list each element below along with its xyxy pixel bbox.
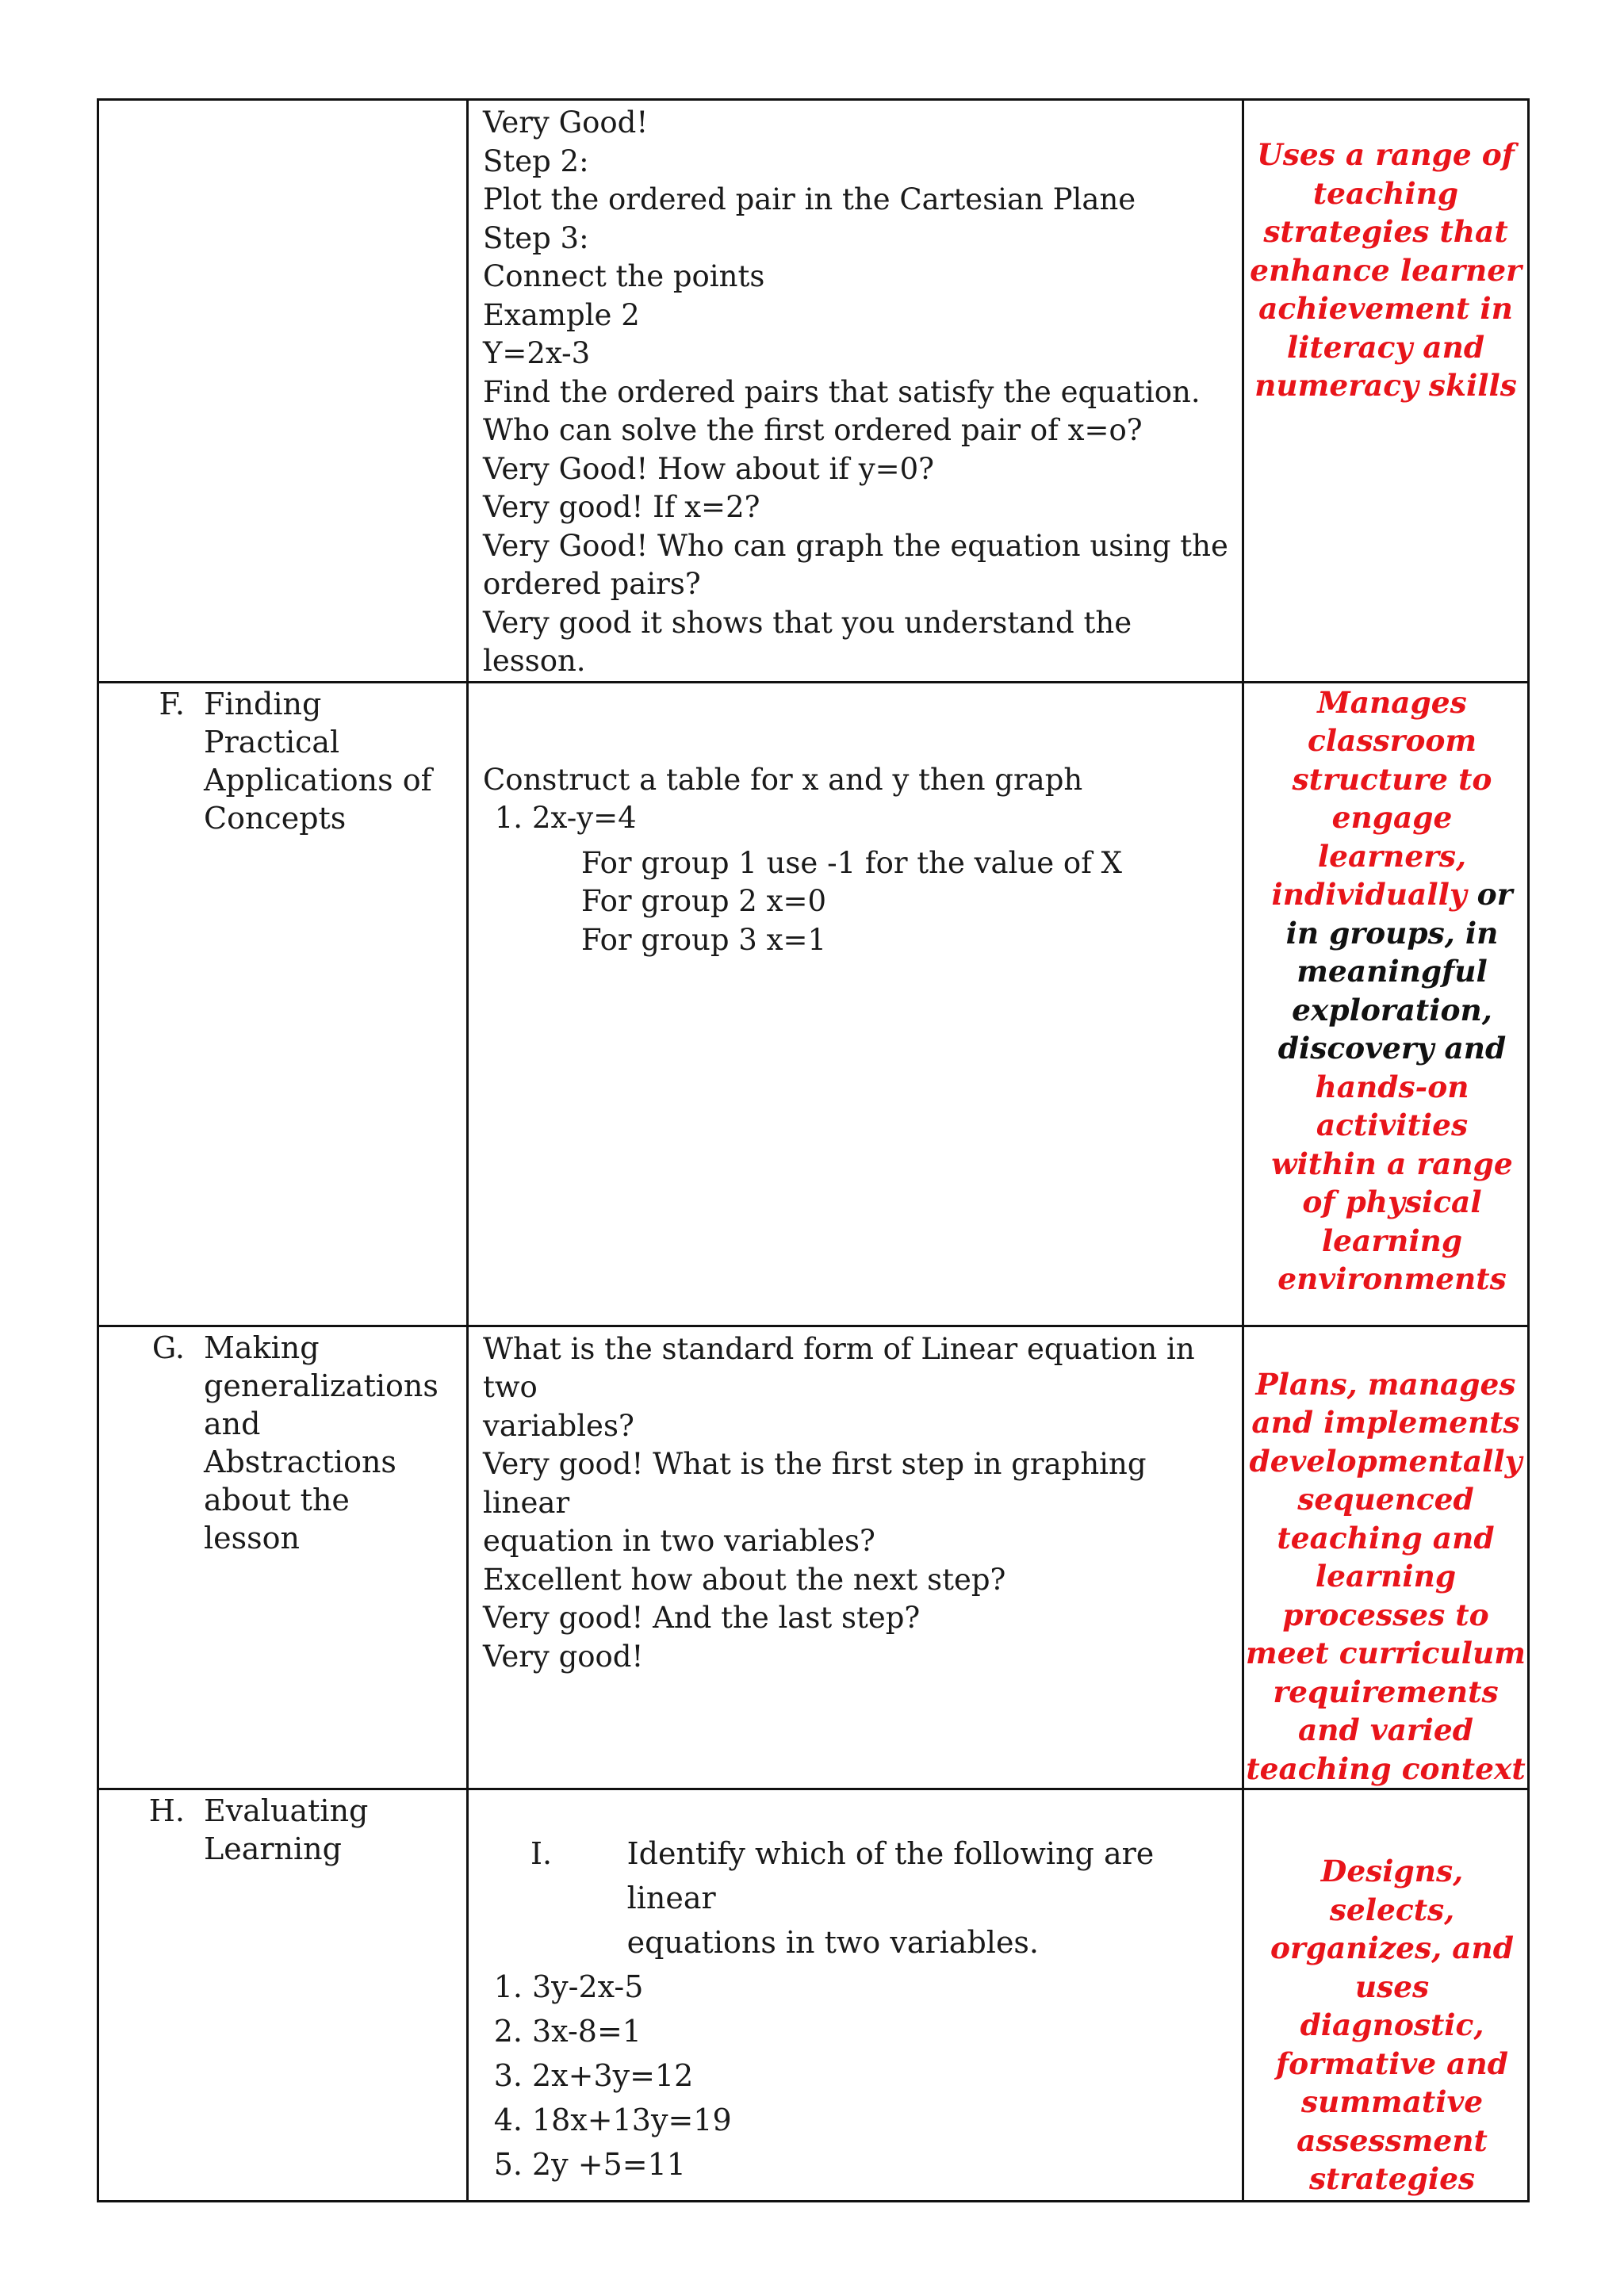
text-line: Very Good! bbox=[483, 105, 649, 140]
text-line: Step 2: bbox=[483, 144, 589, 178]
competency-note bbox=[1244, 101, 1527, 405]
text-line: Y=2x-3 bbox=[483, 336, 591, 370]
competency-line: formative and bbox=[1276, 2045, 1508, 2081]
evaluation-instructions bbox=[627, 1831, 1231, 1965]
label-line: Learning bbox=[204, 1831, 342, 1866]
item-text: 2y +5=11 bbox=[532, 2147, 686, 2182]
label-cell bbox=[98, 682, 468, 1326]
competency-line: diagnostic, bbox=[1300, 2007, 1484, 2042]
text-line: What is the standard form of Linear equation in two bbox=[483, 1331, 1195, 1404]
item-number: 1. bbox=[493, 1969, 523, 2004]
text-line: Plot the ordered pair in the Cartesian Plane bbox=[483, 182, 1136, 216]
content-cell bbox=[468, 682, 1243, 1326]
label-line: Applications of bbox=[204, 762, 432, 798]
competency-line: engage bbox=[1331, 800, 1453, 835]
competency-line: activities bbox=[1316, 1108, 1469, 1142]
text-line: Step 3: bbox=[483, 220, 589, 255]
text-line: Very Good! How about if y=0? bbox=[483, 451, 935, 486]
competency-line: within a range bbox=[1271, 1146, 1513, 1181]
competency-line: Plans, manages bbox=[1255, 1366, 1516, 1402]
text-line: Connect the points bbox=[483, 259, 765, 293]
competency-line: classroom bbox=[1307, 723, 1477, 758]
label-cell bbox=[98, 1326, 468, 1789]
competency-line: organizes, and bbox=[1270, 1931, 1514, 1965]
competency-line: hands-on bbox=[1315, 1069, 1469, 1104]
competency-line: meaningful bbox=[1297, 954, 1488, 989]
generalization-text bbox=[469, 1327, 1242, 1677]
competency-line: learning bbox=[1315, 1559, 1457, 1594]
row-label bbox=[204, 1329, 442, 1557]
label-line: and Abstractions bbox=[204, 1406, 396, 1479]
competency-cell bbox=[1243, 1789, 1529, 2202]
table-row bbox=[98, 682, 1529, 1326]
item-text: 2x+3y=12 bbox=[532, 2058, 694, 2093]
item-text: 3y-2x-5 bbox=[532, 1969, 644, 2004]
text-line: ordered pairs? bbox=[483, 567, 701, 601]
competency-line: structure to bbox=[1292, 761, 1492, 797]
competency-line: teaching bbox=[1312, 175, 1459, 211]
item-number: 5. bbox=[493, 2147, 523, 2182]
row-label bbox=[204, 1792, 442, 1868]
activity-intro: Construct a table for x and y then graph bbox=[483, 762, 1083, 797]
discussion-text bbox=[469, 101, 1242, 681]
text-line: Very good! What is the first step in graphing linear bbox=[483, 1447, 1147, 1520]
list-item bbox=[483, 2098, 1231, 2142]
competency-line: achievement in bbox=[1258, 291, 1513, 326]
content-cell bbox=[468, 100, 1243, 683]
text-line: Very good! bbox=[483, 1639, 644, 1674]
label-line: Evaluating bbox=[204, 1793, 369, 1828]
group-line: For group 3 x=1 bbox=[581, 922, 827, 957]
instruction-line: Identify which of the following are linear bbox=[626, 1836, 1155, 1915]
group-instructions bbox=[483, 844, 1231, 960]
text-line: Who can solve the first ordered pair of x=o? bbox=[483, 413, 1143, 447]
label-cell bbox=[98, 1789, 468, 2202]
competency-note bbox=[1244, 1790, 1527, 2198]
competency-note bbox=[1244, 1327, 1527, 1789]
competency-note bbox=[1244, 683, 1527, 1299]
label-cell-empty bbox=[98, 100, 468, 683]
competency-line: strategies bbox=[1308, 2161, 1476, 2196]
competency-line: sequenced bbox=[1297, 1482, 1474, 1517]
list-item bbox=[483, 799, 1231, 838]
list-item bbox=[483, 1965, 1231, 2009]
row-letter: G. bbox=[151, 1330, 185, 1365]
label-line: Finding Practical bbox=[204, 686, 340, 760]
competency-line: numeracy skills bbox=[1254, 368, 1517, 403]
list-item bbox=[483, 2053, 1231, 2098]
item-number: 2. bbox=[493, 2014, 523, 2049]
text-line: Example 2 bbox=[483, 297, 640, 332]
competency-line: teaching context bbox=[1246, 1751, 1526, 1786]
text-line: Very good it shows that you understand the lesson. bbox=[483, 605, 1132, 678]
competency-line: environments bbox=[1277, 1261, 1507, 1296]
table-row bbox=[98, 1789, 1529, 2202]
item-number: 4. bbox=[493, 2103, 523, 2137]
text-line: Very Good! Who can graph the equation using the bbox=[483, 528, 1228, 563]
competency-line: developmentally bbox=[1249, 1443, 1522, 1479]
label-line: Making bbox=[204, 1330, 320, 1365]
group-line: For group 1 use -1 for the value of X bbox=[581, 845, 1123, 880]
row-letter: F. bbox=[159, 686, 185, 721]
competency-line: uses bbox=[1354, 1969, 1430, 2004]
competency-line: Designs, bbox=[1320, 1854, 1464, 1888]
competency-line: summative bbox=[1300, 2084, 1484, 2119]
competency-line: assessment bbox=[1297, 2122, 1488, 2158]
competency-line: enhance learner bbox=[1250, 252, 1522, 288]
competency-line: Uses a range of bbox=[1257, 137, 1515, 172]
competency-line: Manages bbox=[1317, 684, 1467, 720]
list-item bbox=[483, 2009, 1231, 2053]
label-line: Concepts bbox=[204, 800, 347, 836]
item-number: 3. bbox=[493, 2058, 523, 2093]
competency-cell bbox=[1243, 100, 1529, 683]
competency-line: processes to bbox=[1282, 1597, 1489, 1632]
list-item bbox=[483, 2142, 1231, 2187]
competency-line: in groups, in bbox=[1285, 915, 1499, 951]
competency-cell bbox=[1243, 1326, 1529, 1789]
item-number: 1. bbox=[494, 801, 523, 835]
competency-line: of physical bbox=[1302, 1184, 1482, 1219]
competency-line: exploration, bbox=[1292, 992, 1492, 1027]
text-line: variables? bbox=[483, 1408, 634, 1443]
competency-line: selects, bbox=[1329, 1892, 1455, 1927]
text-line: Excellent how about the next step? bbox=[483, 1562, 1006, 1597]
instruction-line: equations in two variables. bbox=[626, 1925, 1040, 1960]
competency-line: learners, bbox=[1317, 838, 1467, 874]
competency-line: teaching and bbox=[1277, 1520, 1495, 1556]
competency-line: learning bbox=[1321, 1223, 1463, 1258]
text-line: Very good! And the last step? bbox=[483, 1601, 921, 1635]
competency-red-word: individually bbox=[1271, 877, 1467, 912]
competency-cell bbox=[1243, 682, 1529, 1326]
row-label bbox=[204, 685, 442, 837]
text-line: equation in two variables? bbox=[483, 1524, 875, 1558]
label-line: about the lesson bbox=[204, 1482, 350, 1556]
table-row bbox=[98, 1326, 1529, 1789]
competency-line: requirements bbox=[1273, 1674, 1499, 1709]
competency-line: strategies that bbox=[1263, 214, 1508, 249]
group-line: For group 2 x=0 bbox=[581, 884, 827, 918]
content-cell bbox=[468, 1789, 1243, 2202]
evaluation-items bbox=[483, 1965, 1231, 2187]
roman-numeral: I. bbox=[530, 1836, 553, 1871]
lesson-plan-table bbox=[97, 98, 1530, 2202]
label-line: generalizations bbox=[204, 1368, 439, 1403]
competency-line: and varied bbox=[1297, 1712, 1473, 1747]
competency-line: discovery and bbox=[1277, 1031, 1507, 1066]
item-text: 18x+13y=19 bbox=[532, 2103, 732, 2137]
competency-line: and implements bbox=[1251, 1405, 1520, 1440]
row-letter: H. bbox=[148, 1793, 185, 1828]
content-cell bbox=[468, 1326, 1243, 1789]
text-line: Find the ordered pairs that satisfy the equation. bbox=[483, 374, 1201, 409]
competency-line: literacy and bbox=[1286, 329, 1485, 365]
item-text: 2x-y=4 bbox=[532, 801, 637, 835]
text-line: Very good! If x=2? bbox=[483, 490, 760, 524]
competency-line: meet curriculum bbox=[1246, 1636, 1526, 1670]
item-text: 3x-8=1 bbox=[532, 2014, 642, 2049]
competency-black-word: or bbox=[1466, 877, 1513, 912]
table-row bbox=[98, 100, 1529, 683]
